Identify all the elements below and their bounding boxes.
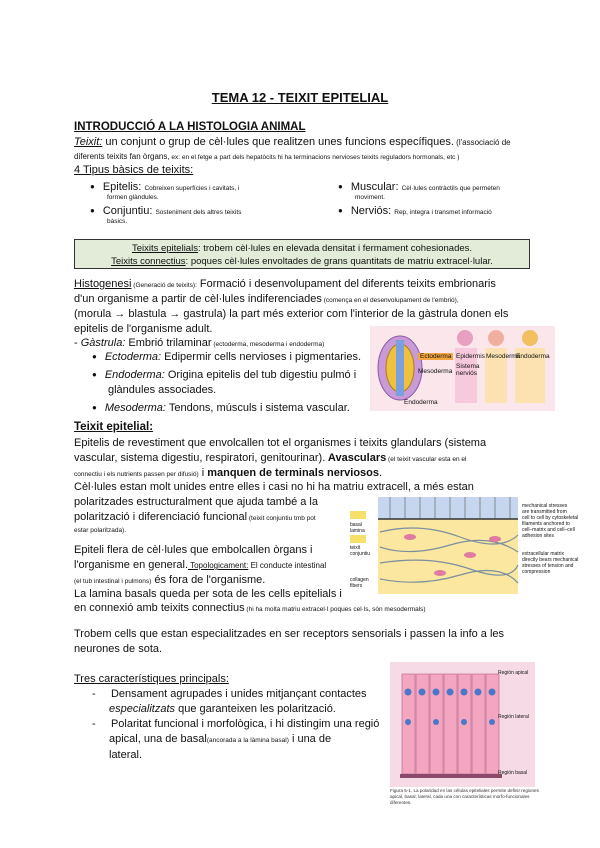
fig-label-sistema: Sistema nerviós	[456, 363, 480, 377]
epitelial-p3-l2	[74, 558, 326, 573]
tipus-desc: Cobreixen superfícies i cavitats, i	[144, 185, 240, 192]
fig2-rlabel: stresses of tension and	[522, 563, 574, 569]
layer-term: Endoderma:	[104, 369, 165, 381]
epitelial-p2-l1: Cèl·lules estan molt unides entre elles i casi no hi ha matriu extracell, a més estan	[74, 481, 474, 493]
page-title: TEMA 12 - TEIXIT EPITELIAL	[211, 90, 389, 105]
fig2-label-basal: basal lamina	[350, 522, 365, 534]
layer-item	[92, 401, 372, 416]
teixit-line2-text: diferents teixits fan òrgans,	[74, 152, 170, 161]
tipus-name: Conjuntiu:	[102, 205, 153, 217]
teixit-line2	[74, 152, 459, 161]
epitelial-p3-l3-small: (el tub intestinal i pulmons)	[74, 578, 152, 585]
caracteristica-item: - Polaritat funcional i morfològica, i hi distingim una regió	[92, 718, 380, 730]
gastrula-prefix: -	[74, 337, 81, 349]
histogenesi-small2: (comença en el desenvolupament de l'embrió),	[321, 297, 459, 304]
caracteristica-text: Polaritat funcional i morfològica, i hi distingim una regió	[110, 718, 380, 730]
fig2-label-collagen: collagen fibers	[350, 577, 369, 589]
epitelial-p3-l2-small: El conducte intestinal	[248, 561, 327, 570]
caracteristica-text: Densament agrupades i unides mitjançant contactes	[110, 688, 367, 700]
germ-layers-figure	[370, 326, 555, 411]
histogenesi-small: (Generació de teixits):	[131, 282, 197, 289]
avasculars-term: Avasculars	[325, 452, 387, 464]
especialitzats-term: especialitzats	[109, 703, 176, 715]
caracteristica-small: (ancorada a la làmina basal)	[206, 737, 289, 744]
histogenesi-line2	[74, 292, 459, 308]
fig2-rlabel: filaments anchored to	[522, 521, 570, 527]
fig-label-mesoderma2: Mesoderma	[486, 353, 521, 360]
fig-label-ectoderma: Ectoderma	[420, 353, 452, 360]
layer-text: Tendons, músculs i sistema vascular.	[165, 402, 350, 414]
tipus-heading: 4 Tipus bàsics de teixits:	[74, 164, 194, 176]
fig2-rlabel: cell–matrix and cell–cell	[522, 527, 575, 533]
tipus-desc: Cèl·lules contràctils que permeten	[401, 185, 500, 192]
fig3-caption: Figura 5-1. La polaridad en las células epiteliales permite definir regiones apical, basal, lateral, cada una con características morfo-funcionales diferentes.	[390, 788, 539, 805]
teixit-term: Teixit:	[74, 136, 103, 148]
epitelial-heading: Teixit epitelial:	[74, 421, 154, 433]
box-term-epitelials: Teixits epitelials	[131, 243, 198, 254]
avasculars-small: (el teixit vascular esta en el	[386, 456, 467, 463]
polarity-illustration	[390, 662, 535, 787]
tipus-name: Muscular:	[350, 181, 399, 193]
epitelial-p3-l1: Epiteli flera de cèl·lules que embolcallen òrgans i	[74, 544, 313, 556]
epitelial-p2-l4-small: estar polaritzada).	[74, 527, 127, 534]
epitelial-p2-l3-text: polarització i diferenciació funcional	[74, 511, 248, 523]
tipus-name: Epitelis:	[102, 181, 142, 193]
fig2-rlabel: adhesion sites	[522, 533, 554, 539]
epitelial-p2-l3-small: (teixit conjuntiu tmb pot	[247, 515, 316, 522]
epitelial-p4-l2-text: en connexió amb teixits connectius	[74, 602, 245, 614]
caracteristica-text2: apical, una de basal	[109, 733, 207, 745]
histogenesi-text2: d'un organisme a partir de cèl·lules indiferenciades	[74, 293, 322, 305]
caracteristica-item-l2	[92, 732, 392, 748]
epitelial-p4-l2-small: (hi ha molta matriu extracel·l poques cel·ls, són mesodermals)	[244, 606, 426, 613]
layer-text2: glàndules associades.	[108, 384, 217, 396]
fig2-rlabel: compression	[522, 569, 551, 575]
epitelial-p1-l3-small: connectiu i els nutrients passen per difusió)	[74, 471, 199, 478]
teixit-note: (l'associació de	[453, 138, 511, 147]
topologicament-term: Topologicament:	[188, 561, 249, 570]
tipus-name: Nerviós:	[350, 205, 392, 217]
polarity-figure	[390, 662, 535, 787]
tipus-desc2: bàsics.	[107, 218, 128, 225]
epitelial-p2-l3	[74, 510, 316, 526]
box-text-1: : trobem cèl·lules en elevada densitat i fermament cohesionades.	[197, 243, 473, 254]
epitelial-p4-l1: La lamina basals queda per sota de les cells epitelials i	[74, 588, 342, 600]
epitelial-p1-l2-text: vascular, sistema digestiu, respiratori, genitourinar).	[74, 452, 326, 464]
tipus-desc: Sosteniment dels altres teixits	[155, 209, 242, 216]
epitelial-p3-l3-text: és fora de l'organisme.	[151, 574, 266, 586]
layer-text: Origina epitelis del tub digestiu pulmó i	[164, 369, 357, 381]
fig2-rlabel: are transmitted from	[522, 509, 567, 515]
box-text-2: : poques cèl·lules envoltades de grans quantitats de matriu extracel·lular.	[185, 256, 493, 267]
epitelial-p2-l2: polaritzades estructuralment que ajuda també a la	[74, 496, 318, 508]
epitelial-p1-l3-text: i	[198, 467, 208, 479]
epitelial-p1-l3-end: .	[379, 467, 383, 479]
fig2-label-conjuntiu: teixit conjuntiu	[350, 545, 371, 557]
caracteristica-item-l2	[92, 702, 392, 717]
fig2-rlabel: extracellular matrix	[522, 551, 564, 557]
gastrula-def: Embrió trilaminar	[125, 337, 212, 349]
epitelial-p1-l2	[74, 451, 466, 467]
layer-item	[92, 368, 372, 383]
teixit-definition	[74, 135, 544, 150]
box-line-2	[75, 255, 529, 268]
fig2-rlabel: directly bears mechanical	[522, 557, 579, 563]
fig-label-endoderma2: Endoderma	[516, 353, 550, 360]
box-term-connectius: Teixits connectius	[111, 256, 186, 267]
histogenesi-term: Histogenesi	[74, 278, 132, 290]
epitelial-p5-l1: Trobem cells que estan especialitzades en ser receptors sensorials i passen la info a les	[74, 628, 505, 640]
layer-item	[92, 350, 372, 365]
histogenesi-line1	[74, 277, 496, 293]
layer-term: Ectoderma:	[104, 351, 162, 363]
tipus-desc2: moviment.	[355, 194, 385, 201]
fig-label-mesoderma: Mesoderma	[418, 368, 453, 375]
caracteristiques-list	[92, 687, 392, 763]
intro-heading: INTRODUCCIÓ A LA HISTOLOGIA ANIMAL	[74, 121, 306, 133]
teixit-line2-small: ex: en el fetge a part dels hepatòcits hi ha terminacions nervioses teixits reguladors hormonals, etc )	[169, 154, 460, 161]
caracteristica-text3: lateral.	[109, 749, 143, 761]
caracteristica-item: - Densament agrupades i unides mitjançant contactes	[92, 688, 367, 700]
fig2-rlabel: mechanical stresses	[522, 503, 568, 509]
epitelial-p4-l2	[74, 601, 426, 617]
epithelium-figure	[350, 497, 520, 594]
epitelial-p3-l2-text: l'organisme en general.	[74, 559, 189, 571]
layer-term: Mesoderma:	[104, 402, 166, 414]
germ-layers-list	[92, 350, 372, 416]
layer-text: Edipermir cells nervioses i pigmentaries.	[161, 351, 362, 363]
fig-label-endoderma: Endoderma	[404, 399, 438, 406]
histogenesi-text1: Formació i desenvolupament del diferents teixits embrionaris	[196, 278, 496, 290]
fig3-label-basal: Región basal	[498, 770, 528, 776]
tipus-col-left	[90, 180, 300, 225]
fig-label-epidermis: Epidermis	[456, 353, 485, 360]
epitelial-p5-l2: neurones de sota.	[74, 643, 163, 655]
tipus-item	[338, 204, 538, 220]
fig2-right-labels	[522, 503, 592, 575]
caracteristica-text2: que garanteixen les polarització.	[175, 703, 336, 715]
histogenesi-text3: (morula → blastula → gastrula) la part més exterior com l'interior de la gàstrula donen els	[74, 308, 509, 320]
caracteristica-end: i una de	[288, 733, 332, 745]
tipus-desc2: formen glàndules.	[107, 194, 159, 201]
tipus-col-right	[338, 180, 538, 220]
gastrula-term: Gàstrula:	[80, 337, 126, 349]
teixit-def-text: un conjunt o grup de cèl·lules que realitzen unes funcions específiques.	[102, 136, 454, 148]
tipus-desc: Rep, integra i transmet informació	[394, 209, 492, 216]
definition-box	[74, 239, 530, 269]
fig2-rlabel: cell to cell by cytoskeletal	[522, 515, 579, 521]
caracteristiques-heading: Tres característiques principals:	[74, 673, 229, 685]
fig3-label-lateral: Región lateral	[498, 714, 529, 720]
fig3-label-apical: Región apical	[498, 670, 529, 676]
box-line-1	[75, 242, 529, 255]
epitelial-p1-l1: Epitelis de revestiment que envolcallen tot el organismes i teixits glandulars (sistema	[74, 437, 487, 449]
nervis-term: manquen de terminals nerviosos	[207, 467, 379, 479]
gastrula-small: (ectoderma, mesoderma i endoderma)	[211, 341, 325, 348]
histogenesi-text4: epitelis de l'organisme adult.	[74, 323, 213, 335]
